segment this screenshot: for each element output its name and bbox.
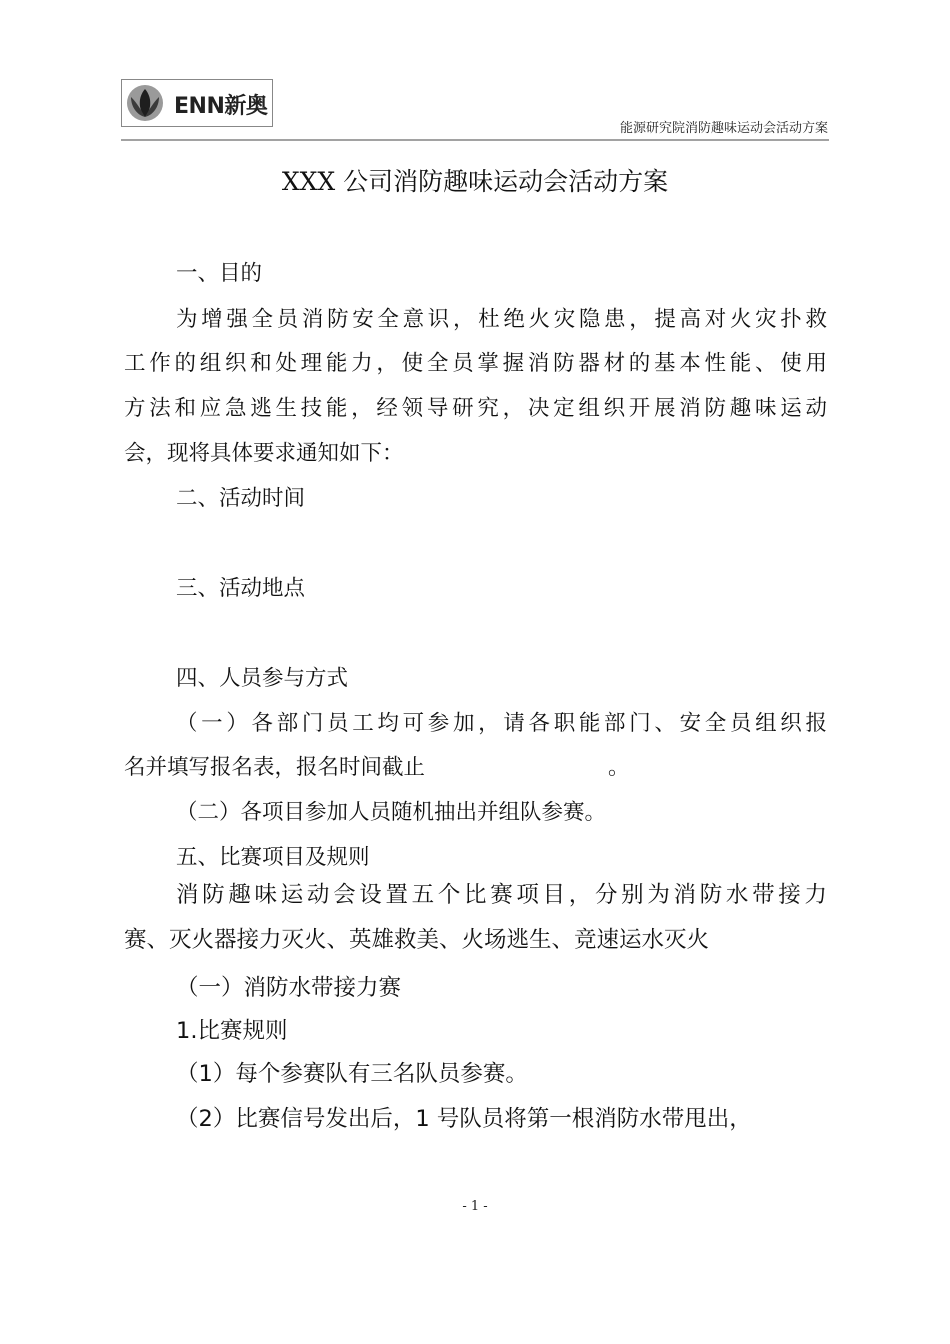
section-heading-events: 五、比赛项目及规则	[176, 845, 370, 870]
logo-text: ENN新奥	[174, 94, 268, 119]
paragraph-period: 。	[608, 755, 630, 780]
page-number: - 1 -	[462, 1199, 488, 1214]
section-heading-purpose: 一、目的	[176, 261, 263, 286]
rule-item: （1）每个参赛队有三名队员参赛。	[176, 1061, 528, 1087]
rule-item: （2）比赛信号发出后，1 号队员将第一根消防水带甩出，	[176, 1106, 752, 1132]
paragraph-line: （二）各项目参加人员随机抽出并组队参赛。	[176, 800, 607, 825]
header-rule	[121, 139, 829, 141]
paragraph-line: 工作的组织和处理能力，使全员掌握消防器材的基本性能、使用	[124, 351, 827, 376]
company-logo	[121, 79, 273, 127]
paragraph-line: 名并填写报名表，报名时间截止	[124, 755, 426, 780]
section-heading-time: 二、活动时间	[176, 486, 306, 511]
paragraph-line: 为增强全员消防安全意识，杜绝火灾隐患，提高对火灾扑救	[176, 307, 827, 332]
subsection-heading-hose-relay: （一）消防水带接力赛	[176, 975, 402, 1001]
paragraph-line: 赛、灭火器接力灭火、英雄救美、火场逃生、竞速运水灭火	[124, 927, 710, 953]
paragraph-line: （一）各部门员工均可参加，请各职能部门、安全员组织报	[176, 711, 827, 736]
paragraph-line: 消防趣味运动会设置五个比赛项目，分别为消防水带接力	[176, 882, 827, 908]
rules-heading: 1.比赛规则	[176, 1018, 288, 1044]
paragraph-line: 会，现将具体要求通知如下：	[124, 441, 404, 466]
document-header: 能源研究院消防趣味运动会活动方案	[619, 121, 828, 136]
document-title: XXX 公司消防趣味运动会活动方案	[281, 167, 669, 196]
section-heading-location: 三、活动地点	[176, 576, 306, 601]
section-heading-participation: 四、人员参与方式	[176, 666, 349, 691]
lotus-logo-icon	[125, 83, 169, 123]
paragraph-line: 方法和应急逃生技能，经领导研究，决定组织开展消防趣味运动	[124, 396, 827, 421]
